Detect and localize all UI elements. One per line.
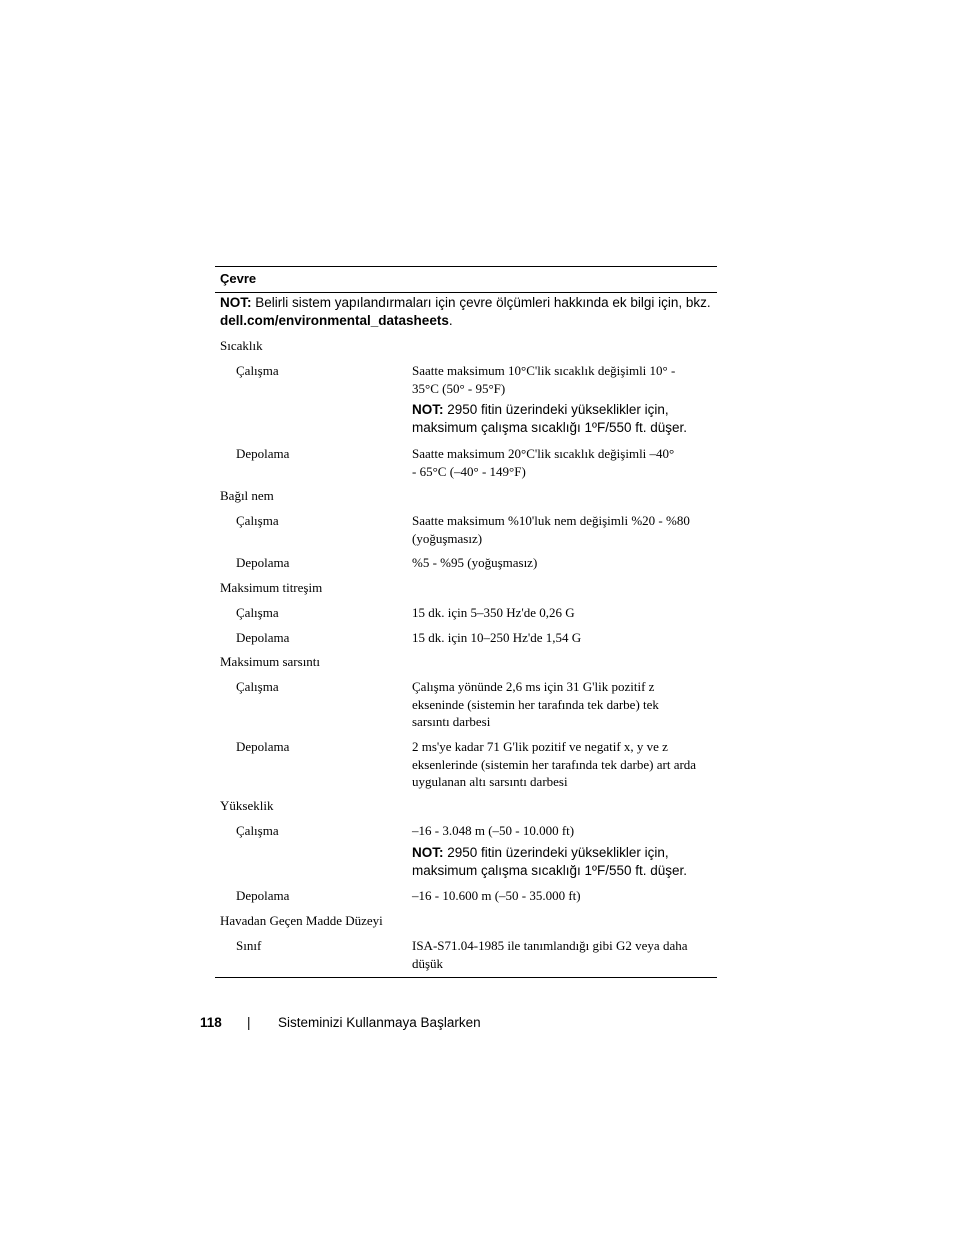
airborne-heading: Havadan Geçen Madde Düzeyi bbox=[220, 913, 383, 928]
shock-storage-value: 2 ms'ye kadar 71 G'lik pozitif ve negatif x, y ve z eksenlerinde (sistemin her tarafında tek darbe) art arda uygulanan altı sarsıntı darbesi bbox=[412, 739, 697, 789]
temperature-operating-label: Çalışma bbox=[236, 363, 279, 378]
airborne-class-value: ISA-S71.04-1985 ile tanımlandığı gibi G2 veya daha düşük bbox=[412, 938, 688, 971]
vibration-operating-value: 15 dk. için 5–350 Hz'de 0,26 G bbox=[412, 605, 575, 620]
datasheet-link[interactable]: dell.com/environmental_datasheets bbox=[220, 313, 449, 328]
footer-separator: | bbox=[247, 1015, 251, 1030]
note-label: NOT: bbox=[412, 845, 444, 860]
note-text: Belirli sistem yapılandırmaları için çevre ölçümleri hakkında ek bilgi için, bkz. bbox=[251, 295, 711, 310]
note-end: . bbox=[448, 313, 453, 328]
note-text: 2950 fitin üzerindeki yükseklikler için, maksimum çalışma sıcaklığı 1ºF/550 ft. düşer. bbox=[412, 845, 688, 878]
note-label: NOT: bbox=[220, 295, 252, 310]
note-label: NOT: bbox=[412, 402, 444, 417]
footer-title: Sisteminizi Kullanmaya Başlarken bbox=[278, 1015, 481, 1030]
altitude-heading: Yükseklik bbox=[220, 798, 274, 813]
shock-heading: Maksimum sarsıntı bbox=[220, 654, 321, 669]
humidity-operating-label: Çalışma bbox=[236, 513, 279, 528]
altitude-operating-value: –16 - 3.048 m (–50 - 10.000 ft) bbox=[412, 823, 575, 838]
page-number: 118 bbox=[200, 1015, 222, 1030]
humidity-heading: Bağıl nem bbox=[220, 488, 274, 503]
note-text: 2950 fitin üzerindeki yükseklikler için, maksimum çalışma sıcaklığı 1ºF/550 ft. düşer. bbox=[412, 402, 688, 435]
shock-operating-value: Çalışma yönünde 2,6 ms için 31 G'lik pozitif z ekseninde (sistemin her tarafında tek darbe) tek sarsıntı darbesi bbox=[412, 679, 659, 729]
vibration-storage-label: Depolama bbox=[236, 630, 290, 645]
header-divider bbox=[215, 292, 717, 293]
shock-storage-label: Depolama bbox=[236, 739, 290, 754]
temperature-storage-label: Depolama bbox=[236, 446, 290, 461]
temperature-heading: Sıcaklık bbox=[220, 338, 263, 353]
environment-note bbox=[220, 294, 715, 330]
temperature-storage-value: Saatte maksimum 20°C'lik sıcaklık değişimli –40° - 65°C (–40° - 149°F) bbox=[412, 446, 675, 479]
temperature-operating-note bbox=[412, 401, 712, 437]
altitude-operating-label: Çalışma bbox=[236, 823, 279, 838]
airborne-class-label: Sınıf bbox=[236, 938, 262, 953]
table-header: Çevre bbox=[220, 271, 257, 286]
temperature-operating-value: Saatte maksimum 10°C'lik sıcaklık değişimli 10° - 35°C (50° - 95°F) bbox=[412, 363, 676, 396]
shock-operating-label: Çalışma bbox=[236, 679, 279, 694]
vibration-operating-label: Çalışma bbox=[236, 605, 279, 620]
altitude-storage-value: –16 - 10.600 m (–50 - 35.000 ft) bbox=[412, 888, 581, 903]
altitude-operating-note bbox=[412, 844, 712, 880]
humidity-storage-value: %5 - %95 (yoğuşmasız) bbox=[412, 555, 538, 570]
environment-spec-table bbox=[215, 266, 717, 978]
vibration-heading: Maksimum titreşim bbox=[220, 580, 323, 595]
vibration-storage-value: 15 dk. için 10–250 Hz'de 1,54 G bbox=[412, 630, 582, 645]
humidity-storage-label: Depolama bbox=[236, 555, 290, 570]
humidity-operating-value: Saatte maksimum %10'luk nem değişimli %20 - %80 (yoğuşmasız) bbox=[412, 513, 690, 546]
altitude-storage-label: Depolama bbox=[236, 888, 290, 903]
